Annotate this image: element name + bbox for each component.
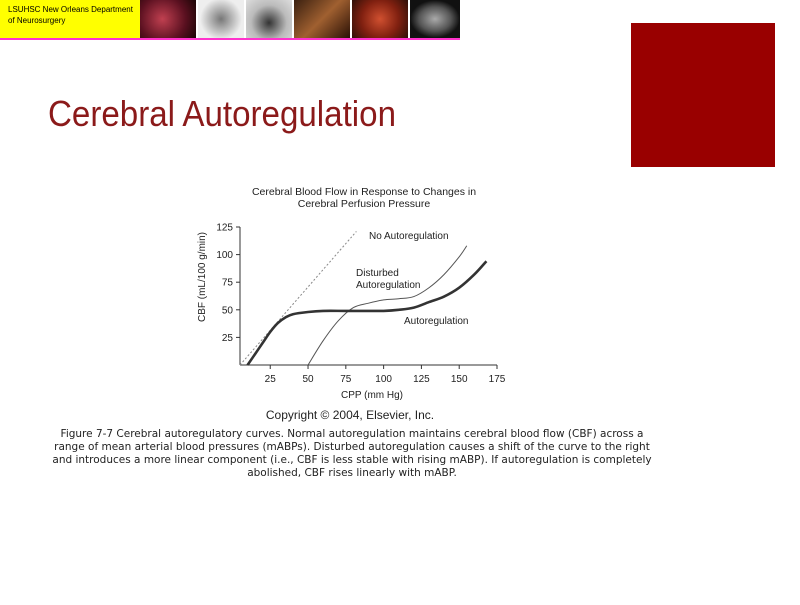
x-tick-label: 125 (413, 374, 430, 385)
curve-label: No Autoregulation (369, 231, 449, 242)
chart-axes (216, 223, 505, 386)
department-label-line1: LSUHSC New Orleans Department (8, 5, 133, 14)
x-tick-label: 25 (264, 374, 276, 385)
x-tick-label: 75 (340, 374, 352, 385)
department-label-line2: of Neurosurgery (8, 16, 66, 25)
chart-title-line1: Cerebral Blood Flow in Response to Changes in (251, 186, 477, 198)
y-tick-label: 125 (216, 222, 233, 234)
x-axis-label: CPP (mm Hg) (340, 390, 404, 401)
chart-title-line2: Cerebral Perfusion Pressure (297, 198, 431, 210)
chart-labels (356, 231, 469, 327)
y-axis-label: CBF (mL/100 g/min) (197, 231, 208, 323)
series-no-autoregulation (240, 231, 356, 365)
x-tick-label: 100 (375, 374, 392, 385)
curve-label: Autoregulation (404, 316, 469, 327)
y-tick-label: 25 (221, 332, 233, 344)
y-tick-label: 100 (216, 250, 233, 262)
figure-caption: Figure 7-7 Cerebral autoregulatory curves. Normal autoregulation maintains cerebral blood flow (CBF) across a range of mean arterial blood pressures (mABPs). Disturbed autoregulation causes a shift of the curve to the right and introduces a more linear component (i.e., CBF is less stable with rising mABP). If autoregulation is completely abolished, CBF rises linearly with mABP. (52, 428, 652, 479)
curve-label: Autoregulation (356, 280, 421, 291)
x-tick-label: 150 (450, 374, 468, 385)
x-tick-label: 50 (302, 374, 314, 385)
copyright-notice: Copyright © 2004, Elsevier, Inc. (265, 408, 435, 422)
series-disturbed-autoregulation (308, 246, 467, 365)
slide-title: Cerebral Autoregulation (48, 93, 396, 134)
y-tick-label: 75 (221, 277, 233, 289)
chart-series (240, 231, 486, 365)
curve-label: Disturbed (356, 268, 399, 279)
y-tick-label: 50 (221, 305, 233, 317)
x-tick-label: 175 (488, 374, 506, 385)
